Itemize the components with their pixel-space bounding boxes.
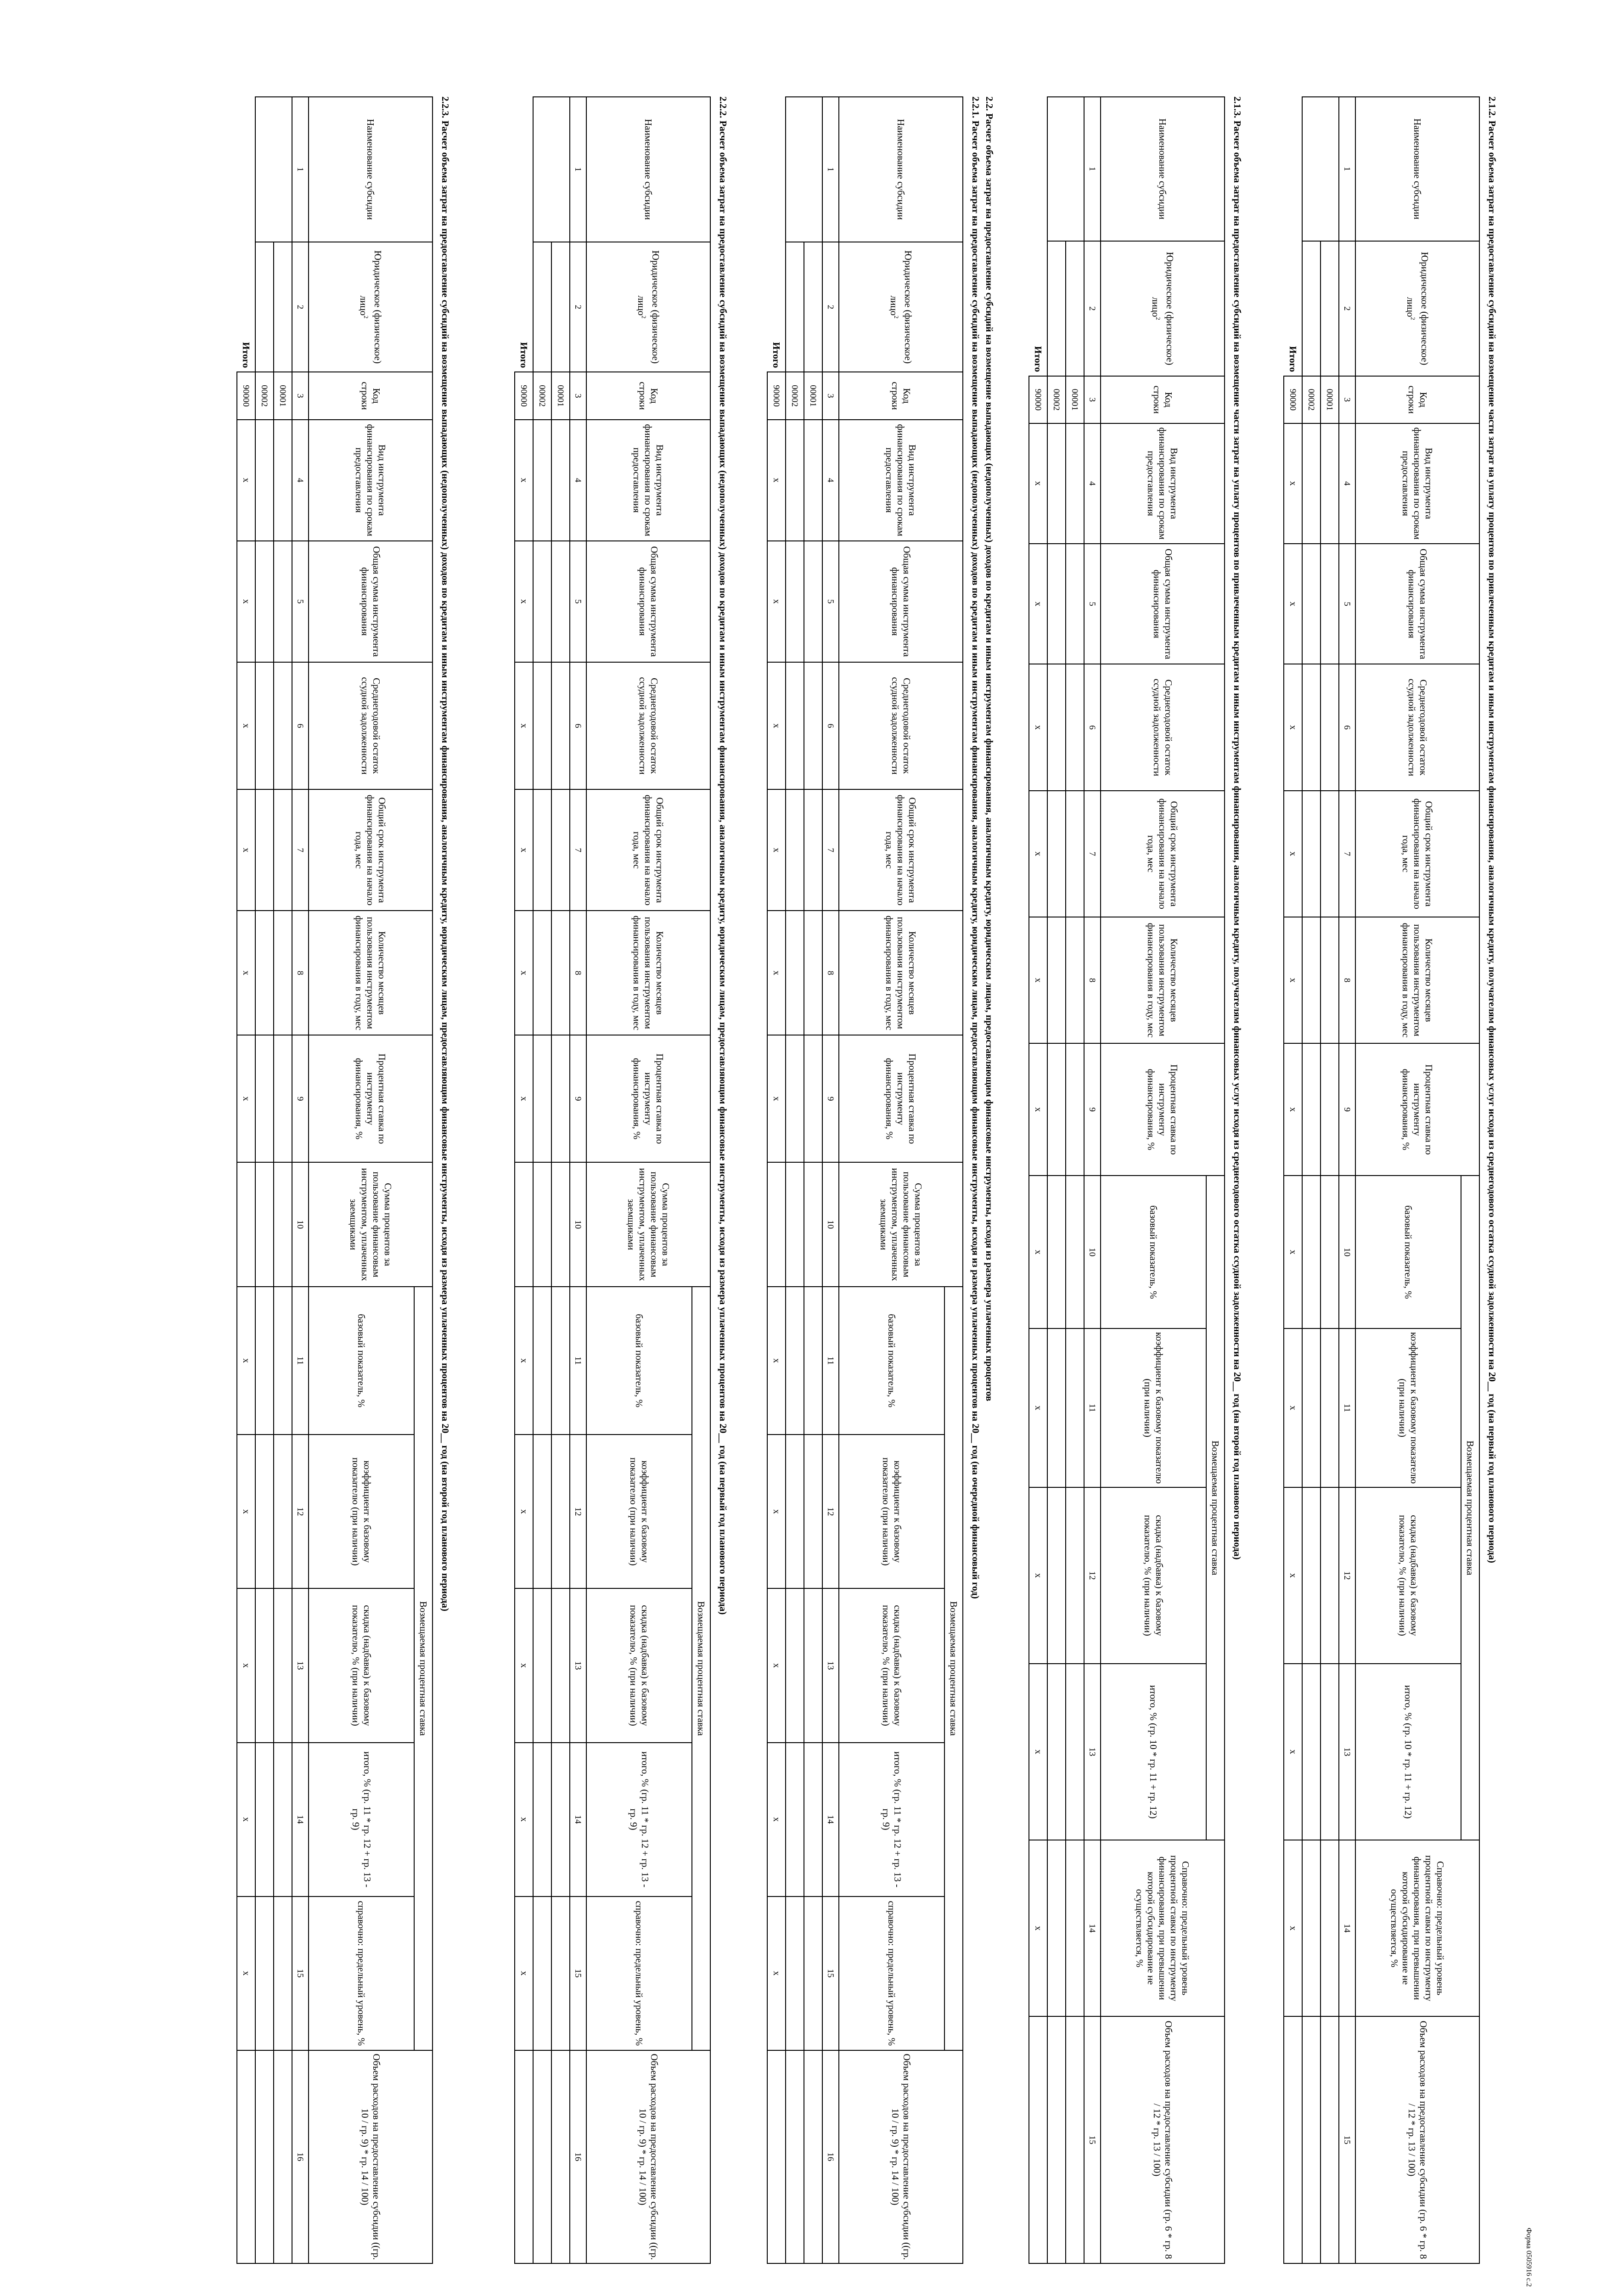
col-total: Общая сумма инструмента финансирования [1355,544,1479,664]
calc-table [767,96,963,2264]
col-base: базовый показатель, % [586,1287,692,1435]
col-entity: Юридическое (физическое) лицо$^2$ [839,242,963,372]
col-itog: итого, % (гр. 11 * гр. 12 + гр. 13 - гр. 9) [839,1743,944,1896]
col-coef: коэффициент к базовому показателю (при наличии) [309,1435,414,1588]
col-months: Количество месяцев пользования инструментом финансирования в году, мес [309,911,433,1035]
col-total: Общая сумма инструмента финансирования [839,541,963,662]
col-type: Вид инструмента финансирования по срокам предоставления [1101,423,1225,544]
col-avg: Среднегодовой остаток ссудной задолженности [586,662,710,789]
section-2-1-3 [1028,96,1243,2264]
table-row: 00002 [1047,97,1066,2263]
col-term: Общий срок инструмента финансирования на начало года, мес [1355,791,1479,917]
table-row: 00002 [786,97,804,2263]
total-row: Итого 90000 x x x x x x x x x x x [1029,97,1047,2263]
total-row: Итого 90000 x x x x x x x x x x x [1284,97,1302,2263]
col-group: Возмещаемая процентная ставка [944,1287,963,2050]
col-rate: Процентная ставка по инструменту финансирования, % [1101,1043,1225,1176]
form-code: Форма 0505916 с.2 [1525,2228,1533,2287]
col-itog: итого, % (гр. 10 * гр. 11 + гр. 12) [1101,1664,1206,1840]
col-type: Вид инструмента финансирования по срокам предоставления [839,420,963,541]
col-months: Количество месяцев пользования инструментом финансирования в году, мес [1101,917,1225,1043]
col-paid: Сумма процентов за пользование финансовым инструментом, уплаченных заемщиками [309,1162,433,1287]
col-disc: скидка (надбавка) к базовому показателю, % (при наличии) [1101,1487,1206,1664]
section-subtitle: 2.2.1. Расчет объема затрат на предоставление субсидий на возмещение выпадающих (недополученных) доходов по кредитам и иным инструментам финансирования, аналогичным кредиту, юридическим лицам, предоставляющим финансовые инструменты, исходя из размера уплаченных процентов на 20__ год (на очередной финансовый год) [970,96,981,1599]
col-term: Общий срок инструмента финансирования на начало года, мес [839,789,963,911]
col-volume: Объем расходов на предоставление субсидии (гр. 6 * гр. 8 / 12 * гр. 13 / 100) [1101,2016,1225,2263]
col-base: базовый показатель, % [1101,1176,1206,1328]
table-row: 00002 [533,97,551,2263]
table-row: 00001 [551,97,570,2263]
section-2-2-3 [236,96,451,2264]
col-coef: коэффициент к базовому показателю (при наличии) [1101,1328,1206,1487]
col-group: Возмещаемая процентная ставка [414,1287,433,2050]
col-months: Количество месяцев пользования инструментом финансирования в году, мес [586,911,710,1035]
section-title: 2.1.3. Расчет объема затрат на предоставление субсидий на возмещение части затрат на уплату процентов по привлеченным кредитам и иным инструментам финансирования, аналогичным кредиту, получателям финансовых услуг исходя из среднегодового остатка ссудной задолженности на 20__ год (на второй год планового периода) [1232,96,1243,1560]
col-ref: справочно: предельный уровень, % [309,1896,414,2050]
col-group: Возмещаемая процентная ставка [692,1287,710,2050]
table-row: 00001 [1321,97,1339,2263]
col-limit: Справочно: предельный уровень процентной ставки по инструменту финансирования, при превышении которой субсидирование не осуществляется, % [1355,1840,1479,2016]
col-volume: Объем расходов на предоставление субсидии (гр. 6 * гр. 8 / 12 * гр. 13 / 100) [1355,2016,1479,2263]
col-base: базовый показатель, % [839,1287,944,1435]
col-disc: скидка (надбавка) к базовому показателю, % (при наличии) [1355,1487,1461,1664]
col-code: Код строки [1101,376,1225,423]
col-rate: Процентная ставка по инструменту финансирования, % [586,1035,710,1162]
section-title: 2.2.3. Расчет объема затрат на предоставление субсидий на возмещение выпадающих (недополученных) доходов по кредитам и иным инструментам финансирования, аналогичным кредиту, юридическим лицам, предоставляющим финансовые инструменты, исходя из размера уплаченных процентов на 20__ год (на второй год планового периода) [440,96,451,1611]
col-name: Наименование субсидии [839,97,963,242]
col-volume: Объем расходов на предоставление субсидии ((гр. 10 / гр. 9) * гр. 14 / 100) [839,2050,963,2263]
col-rate: Процентная ставка по инструменту финансирования, % [309,1035,433,1162]
total-label: Итого [771,342,782,368]
col-group: Возмещаемая процентная ставка [1461,1176,1479,1840]
total-row: Итого 90000 x x x x x x x x x x x [515,97,533,2263]
column-numbers-row: 1 2 3 4 5 6 7 8 9 10 11 12 13 14 15 [1084,97,1101,2263]
total-label: Итого [1033,346,1044,372]
col-months: Количество месяцев пользования инструментом финансирования в году, мес [839,911,963,1035]
col-rate: Процентная ставка по инструменту финансирования, % [839,1035,963,1162]
col-itog: итого, % (гр. 10 * гр. 11 + гр. 12) [1355,1664,1461,1840]
col-avg: Среднегодовой остаток ссудной задолженности [309,662,433,789]
column-numbers-row: 1 2 3 4 5 6 7 8 9 10 11 12 13 14 15 16 [570,97,586,2263]
col-entity: Юридическое (физическое) лицо$^2$ [1355,241,1479,376]
col-name: Наименование субсидии [1101,97,1225,241]
calc-table [1283,96,1480,2264]
col-code: Код строки [839,372,963,419]
col-type: Вид инструмента финансирования по срокам предоставления [586,420,710,541]
col-coef: коэффициент к базовому показателю (при наличии) [1355,1328,1461,1487]
col-paid: Сумма процентов за пользование финансовым инструментом, уплаченных заемщиками [586,1162,710,1287]
column-numbers-row: 1 2 3 4 5 6 7 8 9 10 11 12 13 14 15 16 [292,97,309,2263]
col-term: Общий срок инструмента финансирования на начало года, мес [309,789,433,911]
col-code: Код строки [1355,376,1479,423]
col-type: Вид инструмента финансирования по срокам предоставления [309,420,433,541]
section-2-1-2 [1283,96,1498,2264]
col-avg: Среднегодовой остаток ссудной задолженности [1355,664,1479,790]
column-numbers-row: 1 2 3 4 5 6 7 8 9 10 11 12 13 14 15 [1339,97,1355,2263]
col-rate: Процентная ставка по инструменту финансирования, % [1355,1043,1479,1176]
col-disc: скидка (надбавка) к базовому показателю, % (при наличии) [586,1588,692,1742]
col-name: Наименование субсидии [309,97,433,242]
col-coef: коэффициент к базовому показателю (при наличии) [586,1435,692,1588]
col-base: базовый показатель, % [309,1287,414,1435]
col-group: Возмещаемая процентная ставка [1206,1176,1225,1840]
section-title: 2.1.2. Расчет объема затрат на предоставление субсидий на возмещение части затрат на уплату процентов по привлеченным кредитам и иным инструментам финансирования, аналогичным кредиту, получателям финансовых услуг исходя из среднегодового остатка ссудной задолженности на 20__ год (на первый год планового периода) [1487,96,1498,1563]
col-total: Общая сумма инструмента финансирования [586,541,710,662]
section-title: 2.2. Расчет объема затрат на предоставление субсидий на возмещение выпадающих (недополученных) доходов по кредитам и иным инструментам финансирования, аналогичным кредиту, юридическим лицам, предоставляющим финансовые инструменты, исходя из размера уплаченных процентов [984,96,995,1401]
total-row: Итого 90000 x x x x x x x x x x x [237,97,255,2263]
calc-table [1028,96,1225,2264]
col-code: Код строки [309,372,433,419]
total-row: Итого 90000 x x x x x x x x x x x [767,97,786,2263]
col-term: Общий срок инструмента финансирования на начало года, мес [1101,791,1225,917]
col-entity: Юридическое (физическое) лицо$^2$ [1101,241,1225,376]
col-itog: итого, % (гр. 11 * гр. 12 + гр. 13 - гр. 9) [586,1743,692,1896]
col-volume: Объем расходов на предоставление субсидии ((гр. 10 / гр. 9) * гр. 14 / 100) [309,2050,433,2263]
col-avg: Среднегодовой остаток ссудной задолженности [1101,664,1225,790]
col-name: Наименование субсидии [586,97,710,242]
section-title: 2.2.2. Расчет объема затрат на предоставление субсидий на возмещение выпадающих (недополученных) доходов по кредитам и иным инструментам финансирования, аналогичным кредиту, юридическим лицам, предоставляющим финансовые инструменты, исходя из размера уплаченных процентов на 20__ год (на первый год планового периода) [718,96,729,1615]
col-base: базовый показатель, % [1355,1176,1461,1328]
total-label: Итого [241,342,252,368]
table-row: 00001 [1066,97,1084,2263]
col-ref: справочно: предельный уровень, % [586,1896,692,2050]
col-name: Наименование субсидии [1355,97,1479,241]
col-total: Общая сумма инструмента финансирования [309,541,433,662]
total-label: Итого [518,342,529,368]
col-coef: коэффициент к базовому показателю (при наличии) [839,1435,944,1588]
col-disc: скидка (надбавка) к базовому показателю, % (при наличии) [839,1588,944,1742]
calc-table [514,96,711,2264]
col-disc: скидка (надбавка) к базовому показателю, % (при наличии) [309,1588,414,1742]
col-limit: Справочно: предельный уровень процентной ставки по инструменту финансирования, при превышении которой субсидирование не осуществляется, % [1101,1840,1225,2016]
col-entity: Юридическое (физическое) лицо$^2$ [586,242,710,372]
col-ref: справочно: предельный уровень, % [839,1896,944,2050]
col-itog: итого, % (гр. 11 * гр. 12 + гр. 13 - гр. 9) [309,1743,414,1896]
column-numbers-row: 1 2 3 4 5 6 7 8 9 10 11 12 13 14 15 16 [822,97,839,2263]
col-entity: Юридическое (физическое) лицо$^2$ [309,242,433,372]
col-paid: Сумма процентов за пользование финансовым инструментом, уплаченных заемщиками [839,1162,963,1287]
table-row: 00001 [274,97,292,2263]
section-2-2-1 [767,96,995,2264]
section-2-2-2 [514,96,729,2264]
col-months: Количество месяцев пользования инструментом финансирования в году, мес [1355,917,1479,1043]
col-code: Код строки [586,372,710,419]
table-row: 00002 [1302,97,1321,2263]
col-total: Общая сумма инструмента финансирования [1101,544,1225,664]
total-label: Итого [1287,346,1298,372]
col-type: Вид инструмента финансирования по срокам предоставления [1355,423,1479,544]
col-term: Общий срок инструмента финансирования на начало года, мес [586,789,710,911]
calc-table [236,96,433,2264]
table-row: 00002 [255,97,274,2263]
table-row: 00001 [804,97,822,2263]
col-volume: Объем расходов на предоставление субсидии ((гр. 10 / гр. 9) * гр. 14 / 100) [586,2050,710,2263]
col-avg: Среднегодовой остаток ссудной задолженности [839,662,963,789]
